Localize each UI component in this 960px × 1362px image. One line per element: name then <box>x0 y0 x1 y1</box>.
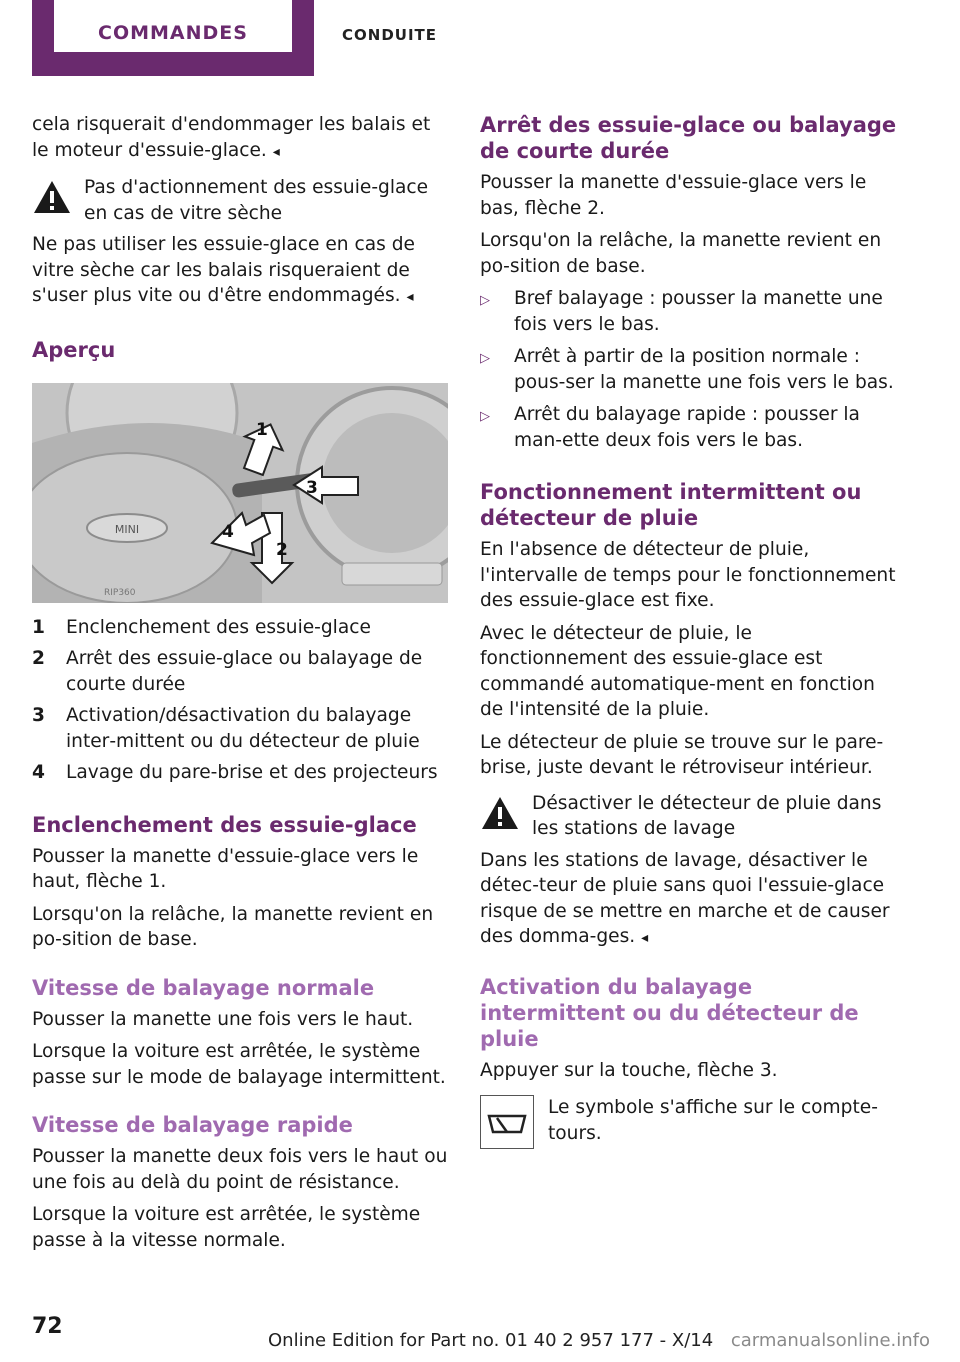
heading-vitesse-normale: Vitesse de balayage normale <box>32 975 375 1000</box>
heading-enclenchement: Enclenchement des essuie-glace <box>32 812 417 837</box>
paragraph: Ne pas utiliser les essuie-glace en cas de vitre sèche car les balais risqueraient de s'user plus vite ou d'être endommagés. ◂ <box>32 234 415 306</box>
tab-commandes-label: COMMANDES <box>54 0 292 52</box>
tab-conduite: CONDUITE <box>342 26 438 44</box>
bullet-list <box>480 286 900 453</box>
paragraph: Lorsqu'on la relâche, la manette revient en po‐sition de base. <box>480 230 882 277</box>
wiper-symbol-icon <box>480 1095 534 1149</box>
steering-wheel-illustration <box>32 383 448 603</box>
end-mark-icon: ◂ <box>641 930 649 946</box>
paragraph: Appuyer sur la touche, flèche 3. <box>480 1059 778 1081</box>
figure-plate-text: RIP360 <box>104 587 136 598</box>
paragraph: Dans les stations de lavage, désactiver le détec‐teur de pluie sans quoi l'essuie-glace risque de se mettre en marche et de causer des domma‐ges. ◂ <box>480 849 890 947</box>
left-column <box>32 112 448 1260</box>
bullet-triangle-icon: ▷ <box>480 351 490 366</box>
legend-item: 1 Enclenchement des essuie-glace <box>32 616 371 638</box>
list-item: ▷ Arrêt à partir de la position normale : pous‐ser la manette une fois vers le bas. <box>480 344 900 395</box>
heading-activation: Activation du balayage intermittent ou du détecteur de pluie <box>480 974 859 1051</box>
paragraph: Lorsque la voiture est arrêtée, le système passe sur le mode de balayage intermittent. <box>32 1041 446 1088</box>
bullet-triangle-icon: ▷ <box>480 409 490 424</box>
page-header <box>0 0 960 78</box>
arrow-1-label: 1 <box>256 419 268 440</box>
arrow-3-label: 3 <box>306 477 318 498</box>
paragraph: En l'absence de détecteur de pluie, l'intervalle de temps pour le fonctionnement des essuie-glace est fixe. <box>480 539 896 611</box>
legend-item: 2 Arrêt des essuie-glace ou balayage de courte durée <box>32 648 423 695</box>
heading-vitesse-rapide: Vitesse de balayage rapide <box>32 1113 353 1137</box>
warning-block <box>32 175 448 226</box>
arrow-2-label: 2 <box>276 539 288 560</box>
right-column <box>480 112 900 1149</box>
wiper-lever-figure <box>32 383 448 603</box>
watermark: carmanualsonline.info <box>730 1330 930 1351</box>
warning-block <box>480 791 900 842</box>
paragraph: Pousser la manette deux fois vers le haut ou une fois au delà du point de résistance. <box>32 1146 448 1193</box>
warning-triangle-icon <box>32 179 72 215</box>
paragraph: cela risquerait d'endommager les balais et le moteur d'essuie-glace. ◂ <box>32 114 431 161</box>
paragraph: Pousser la manette une fois vers le haut. <box>32 1008 414 1030</box>
symbol-description: Le symbole s'affiche sur le compte‐tours. <box>548 1097 878 1144</box>
paragraph: Lorsqu'on la relâche, la manette revient en po‐sition de base. <box>32 903 434 950</box>
paragraph: Le détecteur de pluie se trouve sur le pare-brise, juste devant le rétroviseur intérieur. <box>480 731 884 778</box>
arrow-4-label: 4 <box>222 521 234 542</box>
end-mark-icon: ◂ <box>272 143 280 160</box>
paragraph: Avec le détecteur de pluie, le fonctionnement des essuie-glace est commandé automatique‐ment en fonction de l'intensité de la pluie. <box>480 622 875 720</box>
paragraph: Lorsque la voiture est arrêtée, le système passe à la vitesse normale. <box>32 1204 421 1251</box>
warning-triangle-icon <box>480 795 520 831</box>
heading-fonctionnement: Fonctionnement intermittent ou détecteur de pluie <box>480 480 862 530</box>
end-mark-icon: ◂ <box>406 289 414 305</box>
list-item: ▷ Bref balayage : pousser la manette une fois vers le bas. <box>480 286 900 337</box>
mini-badge-text: MINI <box>114 522 140 536</box>
warning-title: Pas d'actionnement des essuie-glace en cas de vitre sèche <box>84 177 429 224</box>
tab-commandes <box>32 0 314 76</box>
heading-arret: Arrêt des essuie-glace ou balayage de courte durée <box>480 113 897 163</box>
paragraph: Pousser la manette d'essuie-glace vers le haut, flèche 1. <box>32 845 419 892</box>
heading-apercu: Aperçu <box>32 337 116 362</box>
symbol-row <box>480 1095 900 1149</box>
list-item: ▷ Arrêt du balayage rapide : pousser la man‐ette deux fois vers le bas. <box>480 402 900 453</box>
legend-list <box>32 615 448 786</box>
page-number: 72 <box>32 1314 63 1339</box>
paragraph: Pousser la manette d'essuie-glace vers le bas, flèche 2. <box>480 172 867 219</box>
bullet-triangle-icon: ▷ <box>480 293 490 308</box>
warning-title: Désactiver le détecteur de pluie dans les stations de lavage <box>532 792 882 839</box>
legend-item: 3 Activation/désactivation du balayage inter‐mittent ou du détecteur de pluie <box>32 705 420 752</box>
legend-item: 4 Lavage du pare-brise et des projecteurs <box>32 762 438 783</box>
edition-text: Online Edition for Part no. 01 40 2 957 177 - X/14 <box>268 1330 714 1351</box>
